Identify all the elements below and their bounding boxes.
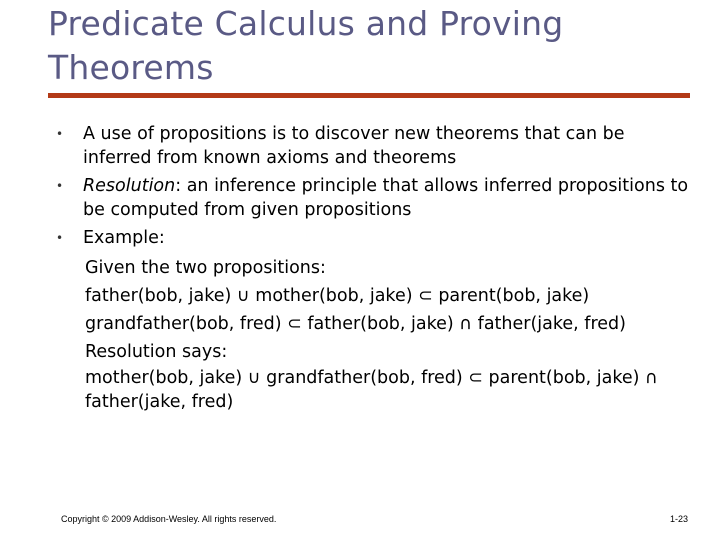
bullet-text: Example: <box>83 228 165 248</box>
bullet-text <box>83 174 696 222</box>
slide-title: Predicate Calculus and Proving Theorems <box>48 4 564 87</box>
resolution-term: Resolution <box>83 176 176 196</box>
example-resolution-label: Resolution says: <box>85 342 228 362</box>
resolution-definition: : an inference principle that allows inferred propositions to be computed from given propositions <box>83 176 689 220</box>
example-proposition-2: grandfather(bob, fred) ⊂ father(bob, jake) ∩ father(jake, fred) <box>85 314 626 334</box>
example-intro: Given the two propositions: <box>85 258 326 278</box>
bullet-marker: • <box>56 179 64 193</box>
footer-page-number: 1-23 <box>669 514 688 524</box>
bullet-marker: • <box>56 231 64 245</box>
slide-content <box>56 122 696 414</box>
example-result: mother(bob, jake) ∪ grandfather(bob, fred) ⊂ parent(bob, jake) ∩ father(jake, fred) <box>85 368 658 412</box>
bullet-marker: • <box>56 127 64 141</box>
bullet-item <box>56 174 696 222</box>
example-proposition-1: father(bob, jake) ∪ mother(bob, jake) ⊂ parent(bob, jake) <box>85 286 590 306</box>
bullet-item <box>56 226 696 250</box>
bullet-text: A use of propositions is to discover new theorems that can be inferred from known axioms and theorems <box>83 124 625 168</box>
title-divider <box>48 93 690 98</box>
footer-copyright: Copyright © 2009 Addison-Wesley. All rights reserved. <box>61 514 277 524</box>
bullet-item <box>56 122 696 170</box>
